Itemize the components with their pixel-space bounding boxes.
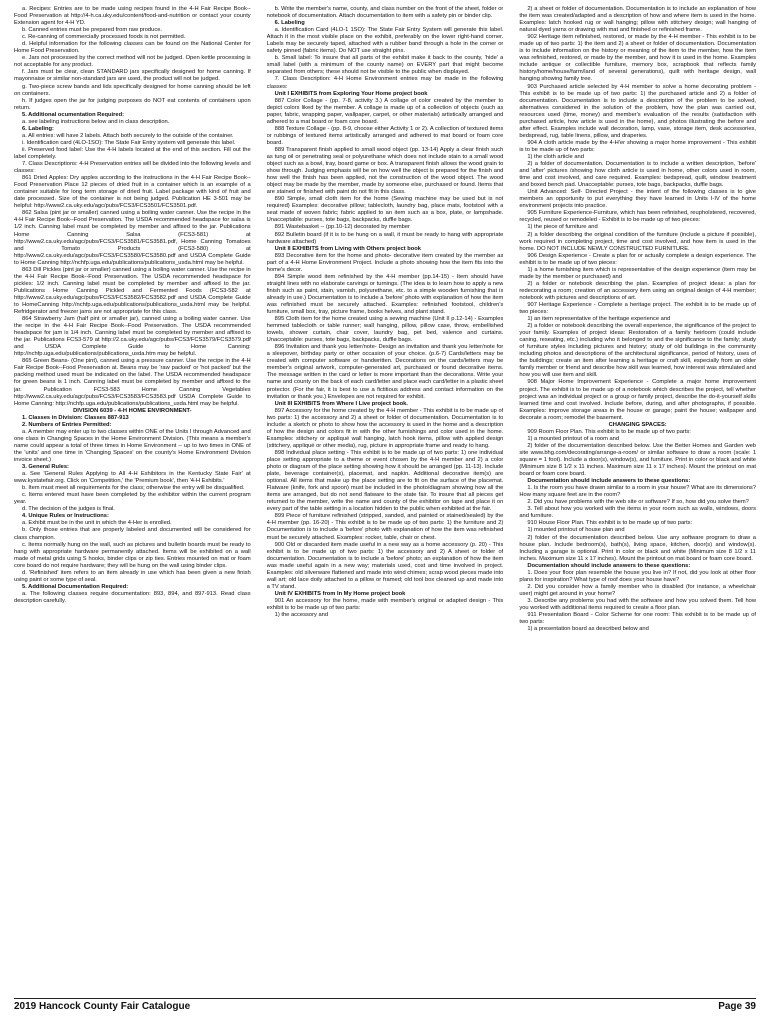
paragraph: a. See 'General Rules Applying to All 4-H Exhibitors in the Kentucky State Fair' at www.kystatefair.org. Click on 'Competition,' the 'Premium book', then '4-H Exhibits.' (14, 471, 251, 485)
paragraph: f. Jars must be clear, clean STANDARD jars specifically designed for home canning. If mayonnaise or similar non-standard jars are used, the product will not be judged. (14, 69, 251, 83)
changing-spaces-heading: CHANGING SPACES: (608, 421, 667, 428)
paragraph: 1) a home furnishing item which is representative of the design experience (item may be made by the member or purchased) and (519, 266, 756, 280)
paragraph: 1) mounted printout of house plan and (527, 527, 625, 534)
footer-catalogue-title: 2019 Hancock County Fair Catalogue (14, 1001, 191, 1012)
class-911: 911 Presentation Board - Color Scheme for one room: This exhibit is to be made up of two parts: (519, 612, 756, 626)
text-columns (14, 6, 756, 998)
class-862: 862 Salsa (pint jar or smaller) canned using a boiling water canner. Use the recipe in the 4-H Fair Recipe Book--Food Preservation. The USDA recommended headspace for salsa is 1/2 inch. Canning label must be completed by member and affixed to the jar. Publications Home Canning Salsa (FCS3-581) at http://www2.ca.uky.edu/agc/pubs/FCS3/FCS3581/FCS3581.pdf, Home Canning Tomatoes and Tomato Products (FCS3-580) at http://www2.ca.uky.edu/agc/pubs/FCS3/FCS3580/FCS3580.pdf and USDA Complete Guide to Home Canning http://nchfp.uga.edu/publications/publications_usda.html may be helpful. (14, 210, 251, 266)
class-899: 899 Piece of furniture refinished (stripped, sanded, and painted or stained/sealed) by the 4-H member (pp. 16-20) - This exhibit is to be made up of two parts: 1) the furniture and 2) Documentation is to include a 'before' photo with explanation of how the item was refinished must be securely attached. Examples: rocker, table, chair or chest. (266, 513, 504, 541)
class-863: 863 Dill Pickles (pint jar or smaller) canned using a boiling water canner. Use the recipe in the 4-H Fair Recipe Book--Food Preservation. The USDA recommended headspace for pickles: 1/2 inch. Canning label must be completed by member and affixed to the jar. Publications Home Canning Pickled and Fermented Foods (FCS3-582 at http://www2.ca.uky.edu/agc/pubs/FCS3/FCS3582/FCS3582.pdf and USDA Complete Guide to HomeCanning http://nchfp.uga.edu/publications/publications_usda.html may be helpful. Refridgerator and freezer jams are not appropriate for this class. (14, 266, 251, 316)
paragraph: a. A member may enter up to two classes within ONE of the Units I through Advanced and one class in Changing Spaces in the Home Environment Division. (This means a member's name could appear a total of three times in Home Environment -- up to two times in ONE of the 'units' and one time in 'Changing Spaces' on the county's Home Environment Division invoice sheet.) (14, 428, 251, 463)
paragraph: a. Identification Card (4LO-1 1SO): The State Fair Entry System will generate this label. Attach it in the most visible place on the exhibit, preferably on the lower right-hand corner. Labels may be securely taped, attached with a rubber band through a hole in the corner or safety pinned (fabric items). Do NOT use straight pins. (266, 27, 504, 55)
class-893: 893 Decorative item for the home and photo- decorative item created by the member as part of a 4-H Home Environment Project. Include a photo showing how the item fits into the home's decor. (266, 252, 504, 273)
class-889: 889 Transparent finish applied to small wood object (pp. 13-14) Apply a clear finish such as tung oil or penetrating seal or polyurethane which does not include stain to a small wood object such as a bowl, tray, board game or box. A transparent finish allows the wood grain to show through. Judging emphasis will be on how well the object is prepared for the finish and how well the finish has been applied, not the construction of the wood object. The wood object may be made by the member, made by someone else, purchased or found. Items that are stained or finished with paint do not fit in this class. (266, 146, 504, 196)
class-900: 900 Old or discarded item made useful in a new way as a home accessory (p. 20) - This exhibit is to be made up of two parts: 1) the accessory and 2) A sheet or folder of documentation. Documentation is to include a 'before' photo; an explanation of how the item was made useful again in a new way; materials used, cost and time involved in project. Examples: old silverware flattened and made into wind chimes; scrap wood pieces made into wall art; old lace doily attached to a pillow or framed; old tool box cleaned up and made into a TV stand. (266, 541, 504, 590)
unit-heading: Unit IV EXHIBITS from In My Home project book (274, 590, 406, 597)
class-892: 892 Bulletin board (if it is to be hung on a wall, it must be ready to hang with appropriate hardware attached) (266, 231, 504, 245)
section-heading: Documentation should include answers to these questions: (527, 562, 691, 569)
paragraph: e. Jars not processed by the correct method will not be judged. Open kettle processing is not acceptable for any product. (14, 55, 251, 69)
class-910: 910 House Floor Plan. This exhibit is to be made up of two parts: (527, 520, 693, 527)
class-908: 908 Major Home Improvement Experience - Complete a major home improvement project. The exhibit is to be made up of a notebook which describes the project, tell whether project was an individual project or a group or family project, describe the do-it-yourself skills learned time and cost involved. Include before, during, and after photographs, if possible. Examples: improve storage areas in the house or garage; paint the house; wallpaper and decorate a room; remodel the basement. (519, 379, 756, 421)
paragraph: 7. Class Descriptions: 4-H Preservation entries will be divided into the following levels and classes: (14, 161, 251, 175)
class-861: 861 Dried Apples: Dry apples according to the instructions in the 4-H Fair Recipe Book--Food Preservation Place 12 pieces of dried fruit in a container which is an example of a container suitable for long term storage of dried fruit. Label package with kind of fruit and date processed. Size of the container is not being judged. Publication HE 3-501 may be helpful: http://www2.ca.uky.edu/agc/pubs/FCS3/FCS3501/FCS3501.pdf. (14, 175, 251, 210)
paragraph: 1. Does your floor plan resemble the house you live in? If not, did you look at other floor plans for inspiration? What type of roof does your house have? (519, 569, 756, 583)
division-heading: DIVISION 6039 - 4-H HOME ENVIRONMENT- (73, 407, 192, 414)
paragraph: ii. Preserved food label: Use the 4-H labels located at the end of this section. Fill out the label completely. (14, 146, 251, 160)
class-891: 891 Wastebasket -- (pp.10-12) decorated by member (274, 224, 410, 231)
paragraph: b. Only those entries that are properly labeled and documented will be considered for class champion. (14, 527, 251, 541)
paragraph: d. Helpful information for the following classes can be found on the National Center for Home Food Preservation. (14, 41, 251, 55)
column-middle (267, 6, 504, 998)
class-906: 906 Design Experience - Create a plan for or actually complete a design experience. The exhibit is to be made up of two pieces: (519, 252, 756, 266)
paragraph: b. Item must meet all requirements for the class; otherwise the entry will be disqualified. (22, 485, 245, 492)
paragraph: d. 'Refinished' item refers to an item already in use which has been given a new finish using paint or some type of seal. (14, 569, 251, 583)
section-heading: 6. Labeling: (22, 125, 54, 132)
unit-heading: Unit Advanced: Self- Directed Project - the intent of the following classes is to give members an opportunity to put everything they have learned in Units I-IV of the home environment projects into practice. (519, 189, 756, 210)
section-heading: 5. Additional ocumentation Required: (22, 111, 125, 118)
section-heading: 2. Numbers of Entries Permitted: (22, 421, 112, 428)
class-895: 895 Cloth item for the home created using a sewing machine (Unit II p.12-14) - Examples hemmed tablecloth or table runner; wall hanging, pillow, pillow case, throw, embellished towels, shower curtain, chair cover, laundry bag, pet bed, valence and curtains. Unacceptable: purses, tote bags, backpacks, duffle bags. (266, 316, 504, 344)
paragraph: 2. Did you have problems with the web site or software? If so, how did you solve them? (527, 499, 749, 506)
paragraph: b. Canned entries must be prepared from raw produce. (22, 27, 162, 34)
page-footer (14, 998, 756, 1021)
section-heading: 6. Labeling (274, 20, 305, 27)
paragraph: c. Re-canning of commercially processed foods is not permitted. (22, 34, 186, 41)
paragraph: 2) a folder or notebook describing the plan. Examples of project ideas: a plan for redecorating a room; creation of an accessory item using an original design of 4-H member; notebook with pictures and descriptions of art. (519, 280, 756, 301)
class-905: 905 Furniture Experience-Furniture, which has been refinished, reupholstered, recovered, recycled, reused or remodeled - Exhibit is to be made up of two pieces: (519, 210, 756, 224)
paragraph: b. Small label: To insure that all parts of the exhibit make it back to the county, 'hide' a small label (with a minimum of the county name) on EVERY part that might become separated from others; these should not be visible to the public when displayed. (266, 55, 504, 76)
paragraph: 2) folder of the documentation described below. Use the Better Homes and Garden web site www.bhg.com/decorating/arrange-a-room/ or similar software to draw a room (scale: 1 square = 1 foot). Include a door(s), window(s), and furniture. Print in color or black and white (Minimum size 8 1/2 x 11 inches. Maximum size 11 x 17 inches). Mount the printout on mat board or foam core board. (519, 442, 756, 478)
paragraph: 1) a presentation board as described below and (527, 626, 649, 633)
paragraph: 2. Did you consider how a family member who is disabled (for instance, a wheelchair user) might get around in your home? (519, 583, 756, 597)
paragraph: b. Write the member's name, county, and class number on the front of the sheet, folder or notebook of documentation. Attach documentation to item with a safety pin or binder clip. (266, 6, 504, 20)
paragraph: h. If judges open the jar for judging purposes do NOT eat contents of containers upon return. (14, 97, 251, 111)
section-heading: 3. General Rules: (22, 464, 69, 471)
class-865: 865 Green Beans- (One pint), canned using a pressure canner. Use the recipe in the 4-H Fair Recipe Book--Food Preservation at. Beans may be 'raw packed' or 'hot packed' but the packing method used must be indicated on the label. The USDA recommended headspace for green beans is 1 inch. Canning label must be completed by member and affixed to the jar. Publication FCS3-583 Home Canning Vegetables http://www2.ca.uky.edu/agc/pubs/FCS3/FCS3583/FCS3583.pdf USDA Complete Guide to Home Canning: http://nchfp.uga.edu/publications/publications_usda.html may be helpful. (14, 358, 251, 407)
class-901: 901 An accessory for the home, made with member's original or adapted design - This exhibit is to be made up of two parts: (266, 597, 504, 611)
class-890: 890 Simple, small cloth item for the home (Sewing machine may be used but is not required) Examples: decorative pillow; tablecloth, laundry bag, place mats, footstool with a seat made of woven fabric; fabric applied to an item such as a box, plate, or lampshade. Unacceptable: purses, tote bags, backpacks, duffle bags. (266, 196, 504, 224)
paragraph: 2) folder of the documentation described below. Use any software program to draw a house plan. Include bedroom(s), bath(s), living space, kitchen, door(s) and window(s). Including a garage is optional. Print in color or black and white (Minimum size 8 1/2 x 11 inches. Maximum size 11 x 17 inches). Mount the printout on mat board or foam core board. (519, 534, 756, 562)
paragraph: c. Items entered must have been completed by the exhibitor within the current program year. (14, 492, 251, 506)
class-902: 902 Heritage item refinished, restored, or made by the 4-H member - This exhibit is to be made up of two parts: 1) the item and 2) a sheet or folder of documentation. Documentation is to include information on the history or meaning of the item to the member, how the item was refinished, restored, or made by the member, and how it is used in the home. Examples include antique or collectible furniture, memory box, scrapbook that reflects family history/home/house/farm/land of several generations), quilt with heritage design, wall hanging showing family tree. (519, 34, 756, 83)
paragraph: 7. Class Description: 4-H Home Environment entries may be made in the following classes: (266, 76, 504, 90)
class-888: 888 Texture Collage - (pp. 8-9, choose either Activity 1 or 2). A collection of textured items or rubbings of textured items artistically arranged and adhered to mat board or foam core board. (266, 125, 504, 146)
class-904: 904 A cloth article made by the 4-H'er showing a major home improvement - This exhibit is to be made up of two parts: (519, 139, 756, 153)
column-right (519, 6, 756, 998)
paragraph: 2) a folder or notebook describing the overall experience, the significance of the project to your family. Examples of project ideas: Restoration of a family heirloom (could include caning, reseating, etc.) including who it belonged to and the significance to the family; study of furniture styles including pictures and history; study of old buildings in the community including photos and descriptions of the architectural significance, period of history, uses of the buildings; create an item after learning a heritage or craft skill, especially from an older family member or friend and describe how skill was learned, how interest was stimulated and how you will use item and skill. (519, 323, 756, 379)
class-887: 887 Color Collage - (pp. 7-8, activity 3.) A collage of color created by the member to depict colors liked by the member. A collage is made up of a collection of objects (such as paper, fabric, wrapping paper, wallpaper, carpet, or other materials) artistically arranged and adhered to a mat board or foam core board. (266, 97, 504, 125)
paragraph: 1) the accessory and (274, 612, 329, 619)
section-heading: 5. Additional Documentation Required: (22, 583, 129, 590)
paragraph: 2) a sheet or folder of documentation. Documentation is to include an explanation of how the item was created/adapted and a description of how and where item is used in the home. Examples: latch hooked rug or wall hanging; pillow with stitchery design; wall hanging of natural dyed yarns or drawing with mat and finished or refinished frame. (519, 6, 756, 34)
paragraph: a. The following classes require documentation: 893, 894, and 897-913. Read class description carefully. (14, 590, 251, 604)
section-heading: 4. Unique Rules or Instructions: (22, 513, 109, 520)
unit-heading: Unit III EXHIBITS from Where I Live project book. (274, 400, 408, 407)
class-909: 909 Room Floor Plan. This exhibit is to be made up of two parts: (527, 428, 691, 435)
paragraph: d. The decision of the judges is final. (22, 506, 115, 513)
paragraph: i. Identification card (4LO-1SO): The State Fair Entry system will generate this label. (22, 139, 236, 146)
class-898: 898 Individual place setting - This exhibit is to be made up of two parts: 1) one individual place setting appropriate to a theme or event chosen by the 4-H member and 2) a color photo or diagram of the place setting showing how it should be arranged (pp. 11-13). Include plate, beverage container(s), placemat, and napkin. Additional decorative item(s) are optional. All items that make up the place setting are to fit on the surface of the placemat. Flatware (knife, fork and spoon) must be included in the photo/diagram showing how all the items are arranged, but do not send flatware to the state fair. To insure that all pieces get returned to the member, write the name and county of the exhibitor on tape and place it on every part of the table setting in a location hidden to the public when exhibited at the fair. (266, 449, 504, 513)
paragraph: a. Exhibit must be in the unit in which the 4-Her is enrolled. (22, 520, 172, 527)
paragraph: a. All entries: will have 2 labels. Attach both securely to the outside of the container. (22, 132, 234, 139)
class-903: 903 Purchased article selected by 4-H member to solve a home decorating problem - This exhibit is to be made up of two parts: 1) the purchased article and 2) a folder of documentation. Documentation is to include a description of the problem to be solved, alternatives considered in the solution of the problem, how the plan was carried out, resources used (time, money) and member's evaluation of the results (satisfaction with purchased article, how article is used in the home), and photos illustrating the before and after effect. Examples include wall decoration, lamp, vase, storage item, desk accessories, bedspread, rug, table linens, pillow, and draperies. (519, 83, 756, 139)
paragraph: 1) an item representative of the heritage experience and (527, 316, 671, 323)
paragraph: 3. Describe any problems you had with the software and how you solved them. Tell how you worked with additional items required to create a floor plan. (519, 597, 756, 611)
class-896: 896 Invitation and thank you letter/note- Design an invitation and thank you letter/note for a sleepover, birthday party or other occasion of your choice. (p.6-7) Cards/letters may be created with computer software or handwritten. Decorations on the cards/letters may be member's original artwork, computer-generated art, purchased or found decorative items. The message written in the card or letter is more important than the decorations. Write your name and county on the back of each card/letter and place each card/letter in a plastic sheet protector. (For the fair, it is best to use a fictitious address and contact information on the invitation or thank you.) Envelopes are not required for exhibit. (266, 344, 504, 400)
paragraph: 1. Is the room you have drawn similar to a room in your house? What are its dimensions? How many square feet are in the room? (519, 485, 756, 499)
paragraph: 1) a mounted printout of a room and (527, 435, 620, 442)
paragraph: 1) the piece of furniture and (527, 224, 598, 231)
paragraph: 3. Tell about how you worked with the items in your room such as walls, windows, doors and furniture. (519, 506, 756, 520)
column-left (14, 6, 251, 998)
paragraph: a. Recipes: Entries are to be made using recipes found in the 4-H Fair Recipe Book--Food Preservation at http://4-h.ca.uky.edu/content/food-and-nutrition or contact your county Extension agent for 4-H YD. (14, 6, 251, 27)
paragraph: 2) a folder of documentation. Documentation is to include a written description, 'before' and 'after' pictures /showing how cloth article is used in home, other colors used in room, time and cost involved, and care required. Examples: bedspread, quilt, window treatment and boxed bench pad. Unacceptable: purses, tote bags, backpacks, duffle bags. (519, 161, 756, 189)
section-heading: 1. Classes in Division: Classes 887-913 (22, 414, 129, 421)
paragraph: 2) a folder describing the original condition of the furniture (include a picture if possible), work required in completing project, time and cost involved, and how item is used in the home. DO NOT INCLUDE NEWLY CONSTRUCTED FURNITURE. (519, 231, 756, 252)
paragraph: a. see labeling instructions below and in class description. (22, 118, 170, 125)
class-894: 894 Simple wood item refinished by the 4-H member (pp.14-15) - Item should have straight lines with no elaborate carvings or turnings. (The idea is to learn how to apply a new finish such as paint, stain, varnish, polyurethane, etc. to a simple wooden furnishing that is already in use.) Documentation is to include a 'before' photo with explanation of how the item was refinished must be securely attached. Examples: refinished footstool, children's furniture, small box, tray, picture frame, books helves, and plant stand. (266, 273, 504, 316)
unit-heading: Unit I EXHIBITS from Exploring Your Home project book (274, 90, 428, 97)
class-897: 897 Accessory for the home created by the 4-H member - This exhibit is to be made up of two parts: 1) the accessory and 2) a sheet or folder of documentation. Documentation is to include: a sketch or photo to show how the accessory is used in the home and a description of how the design and colors fit in with the other furnishings and color used in the home. Examples: stitchery or appliqué wall hanging, latch hook items, pillow with applied design (stitchery, appliqué or other media), rug, picture in appropriate frame and ready to hang. (266, 407, 504, 449)
section-heading: Documentation should include answers to these questions: (527, 478, 691, 485)
paragraph: c. Items normally hung on the wall, such as pictures and bulletin boards must be ready to hang with appropriate hardware permanently attached. Items will be exhibited on a wall made of metal grids using S hooks, binder clips or zip ties. Entries mounted on mat or foam core board do not require hardware; they will be hung on the wall using binder clips. (14, 541, 251, 569)
page-number: Page 39 (718, 1001, 756, 1012)
class-907: 907 Heritage Experience - Complete a heritage project. The exhibit is to be made up of two pieces: (519, 301, 756, 316)
paragraph: 1) the cloth article and (527, 153, 584, 160)
paragraph: g. Two-piece screw bands and lids specifically designed for home canning should be left on containers. (14, 83, 251, 97)
class-864: 864 Strawberry Jam (half pint or smaller jar), canned using a boiling water canner. Use the recipe in the 4-H Fair Recipe Book--Food Preservation. The USDA recommended headspace for jam is 1/4 inch. Canning label must be completed by member and affixed to the jar. Publications FCS3-579 at http://2.ca.uky.edu/agc/pubs/FCS3/FCS3579/FCS3579.pdf and USDA Complete Guide to Home Canning: http://nchfp.uga.edu/publications/publications_usda.htm may be helpful. (14, 316, 251, 358)
unit-heading: Unit II EXHIBITS from Living with Others project book (274, 245, 421, 252)
